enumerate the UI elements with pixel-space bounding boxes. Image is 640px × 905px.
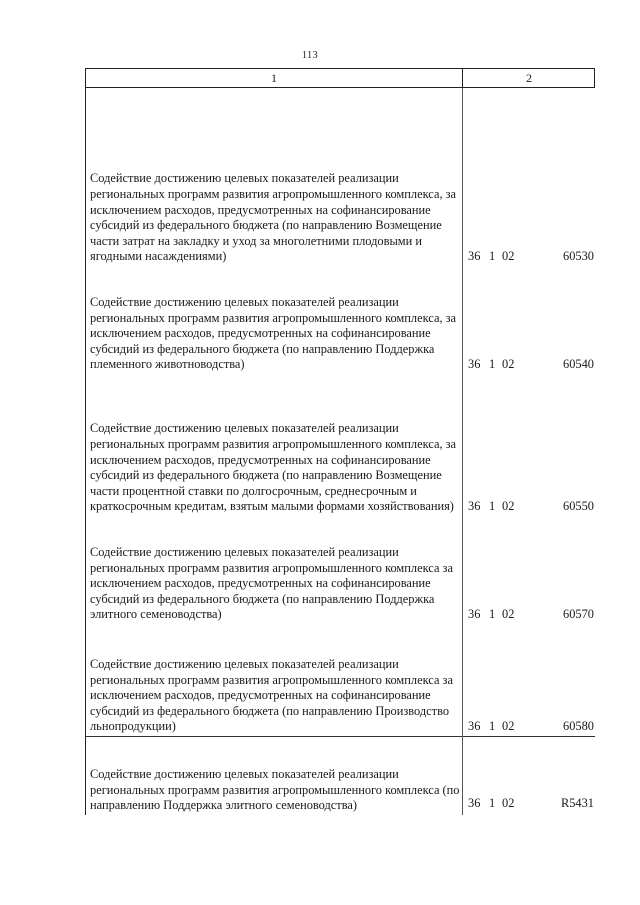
table-header-row xyxy=(86,69,595,88)
subprogram-code: 1 xyxy=(489,499,496,513)
page-number: 113 xyxy=(302,50,319,61)
direction-code: 60530 xyxy=(563,249,594,263)
row-description: Содействие достижению целевых показателей реализации региональных программ развития агропромышленного комплекса (по направлению Поддержка элитного семеноводства) xyxy=(90,767,460,813)
table-row xyxy=(86,624,595,737)
program-code: 36 xyxy=(468,499,481,513)
direction-code: 60570 xyxy=(563,607,594,621)
row-code-cell xyxy=(463,88,595,267)
table-row xyxy=(86,266,595,374)
row-description: Содействие достижению целевых показателей реализации региональных программ развития агропромышленного комплекса за исключением расходов, предусмотренных на софинансирование субсидий из федерального бюджета (по направлению Поддержка элитного семеноводства) xyxy=(90,545,453,622)
event-code: 02 xyxy=(502,499,515,513)
direction-code: 60540 xyxy=(563,357,594,371)
row-description: Содействие достижению целевых показателей реализации региональных программ развития агропромышленного комплекса за исключением расходов, предусмотренных на софинансирование субсидий из федерального бюджета (по направлению Производство льнопродукции) xyxy=(90,657,453,734)
event-code: 02 xyxy=(502,719,515,733)
row-code-cell xyxy=(463,737,595,816)
program-code: 36 xyxy=(468,357,481,371)
table-row xyxy=(86,737,595,816)
row-description-cell xyxy=(86,88,463,267)
program-code: 36 xyxy=(468,796,481,810)
row-description-cell xyxy=(86,516,463,624)
row-description-cell xyxy=(86,266,463,374)
program-code: 36 xyxy=(468,249,481,263)
subprogram-code: 1 xyxy=(489,719,496,733)
subprogram-code: 1 xyxy=(489,607,496,621)
event-code: 02 xyxy=(502,607,515,621)
subprogram-code: 1 xyxy=(489,357,496,371)
row-description: Содействие достижению целевых показателей реализации региональных программ развития агропромышленного комплекса, за исключением расходов, предусмотренных на софинансирование субсидий из федерального бюджета (по направлению Возмещение части процентной ставки по долгосрочным, среднесрочным и краткосрочным кредитам, взятым малыми формами хозяйствования) xyxy=(90,421,457,514)
table-row xyxy=(86,516,595,624)
direction-code: 60550 xyxy=(563,499,594,513)
column-header-2: 2 xyxy=(463,69,595,88)
column-header-1: 1 xyxy=(86,69,463,88)
event-code: 02 xyxy=(502,249,515,263)
budget-classification-table xyxy=(85,68,595,815)
event-code: 02 xyxy=(502,796,515,810)
subprogram-code: 1 xyxy=(489,249,496,263)
program-code: 36 xyxy=(468,607,481,621)
row-code-cell xyxy=(463,516,595,624)
table-row xyxy=(86,374,595,516)
event-code: 02 xyxy=(502,357,515,371)
subprogram-code: 1 xyxy=(489,796,496,810)
row-description-cell xyxy=(86,374,463,516)
row-description: Содействие достижению целевых показателей реализации региональных программ развития агропромышленного комплекса, за исключением расходов, предусмотренных на софинансирование субсидий из федерального бюджета (по направлению Поддержка племенного животноводства) xyxy=(90,295,457,372)
row-code-cell xyxy=(463,624,595,737)
row-description: Содействие достижению целевых показателей реализации региональных программ развития агропромышленного комплекса, за исключением расходов, предусмотренных на софинансирование субсидий из федерального бюджета (по направлению Возмещение части затрат на закладку и уход за многолетними плодовыми и ягодными насаждениями) xyxy=(90,171,457,264)
program-code: 36 xyxy=(468,719,481,733)
row-description-cell xyxy=(86,624,463,737)
direction-code: R5431 xyxy=(560,796,594,810)
row-code-cell xyxy=(463,266,595,374)
table-row xyxy=(86,88,595,267)
row-description-cell xyxy=(86,737,463,816)
direction-code: 60580 xyxy=(563,719,594,733)
row-code-cell xyxy=(463,374,595,516)
